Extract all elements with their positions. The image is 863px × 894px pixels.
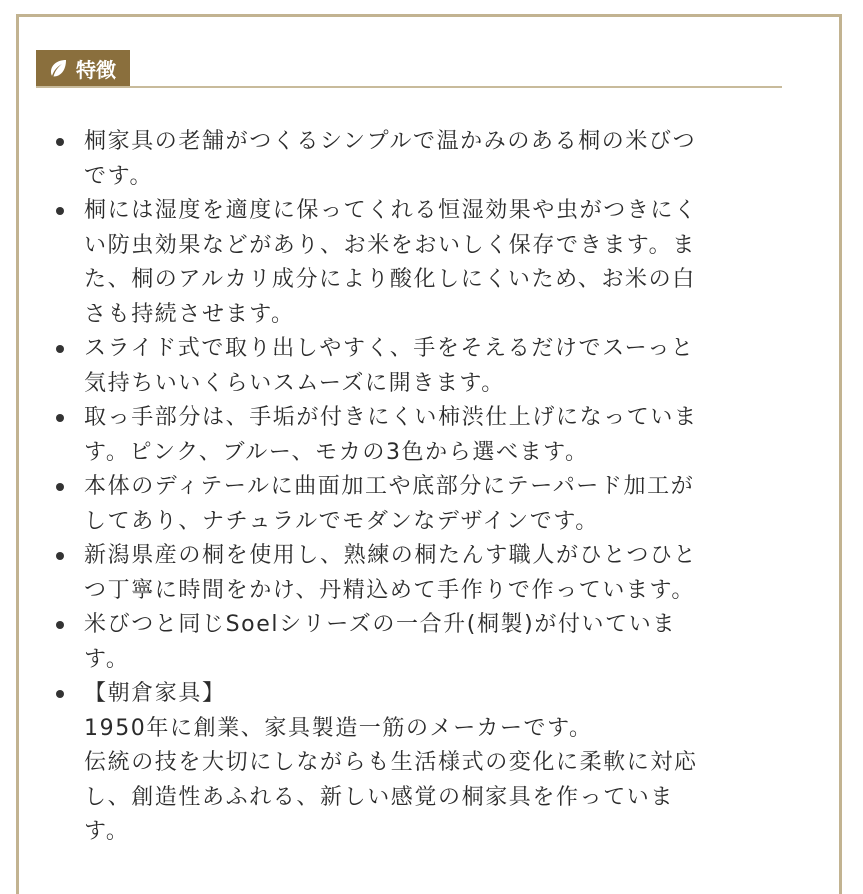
feature-text-line: 【朝倉家具】: [84, 681, 226, 706]
feature-text-line: し、創造性あふれる、新しい感覚の桐家具を作っていま: [84, 784, 675, 810]
feature-text-line: です。: [84, 163, 154, 189]
feature-item: [42, 332, 794, 401]
feature-text-line: 伝統の技を大切にしながらも生活様式の変化に柔軟に対応: [84, 750, 698, 775]
feature-item: [42, 401, 794, 470]
bullet-dot-icon: [56, 414, 64, 422]
feature-text-line: 米びつと同じSoelシリーズの一合升(桐製)が付いていま: [84, 612, 676, 637]
feature-text-line: さも持続させます。: [84, 301, 295, 327]
feature-text-line: 新潟県産の桐を使用し、熟練の桐たんす職人がひとつひと: [84, 543, 698, 568]
feature-text-line: い防虫効果などがあり、お米をおいしく保存できます。ま: [84, 232, 696, 258]
section-heading-badge: [36, 50, 130, 86]
leaf-icon: [48, 58, 68, 78]
feature-text-line: 桐には湿度を適度に保ってくれる恒湿効果や虫がつきにく: [84, 198, 698, 223]
feature-text-line: 取っ手部分は、手垢が付きにくい柿渋仕上げになっていま: [84, 405, 698, 430]
bullet-dot-icon: [56, 690, 64, 698]
feature-text-line: 1950年に創業、家具製造一筋のメーカーです。: [84, 715, 593, 741]
feature-text-line: 本体のディテールに曲面加工や底部分にテーパード加工が: [84, 474, 695, 499]
feature-text-line: スライド式で取り出しやすく、手をそえるだけでスーっと: [84, 336, 695, 361]
feature-item: [42, 539, 794, 608]
section-header: [36, 50, 782, 88]
feature-text-line: た、桐のアルカリ成分により酸化しにくいため、お米の白: [84, 267, 696, 292]
feature-item: [42, 194, 794, 332]
feature-text-line: 気持ちいいくらいスムーズに開きます。: [84, 370, 505, 396]
bullet-dot-icon: [56, 345, 64, 353]
feature-item: [42, 677, 794, 850]
feature-item: [42, 125, 794, 194]
bullet-dot-icon: [56, 207, 64, 215]
bullet-dot-icon: [56, 552, 64, 560]
feature-item: [42, 470, 794, 539]
feature-text-line: 桐家具の老舗がつくるシンプルで温かみのある桐の米びつ: [84, 129, 697, 154]
bullet-dot-icon: [56, 138, 64, 146]
feature-text-line: す。: [84, 646, 130, 672]
feature-text-line: す。ピンク、ブルー、モカの3色から選べます。: [84, 439, 589, 465]
feature-item: [42, 608, 794, 677]
feature-text-line: つ丁寧に時間をかけ、丹精込めて手作りで作っています。: [84, 577, 695, 603]
feature-list: [42, 125, 794, 850]
feature-text-line: してあり、ナチュラルでモダンなデザインです。: [84, 508, 599, 534]
feature-text-line: す。: [84, 819, 130, 844]
bullet-dot-icon: [56, 621, 64, 629]
section-heading: 特徴: [76, 57, 116, 82]
bullet-dot-icon: [56, 483, 64, 491]
